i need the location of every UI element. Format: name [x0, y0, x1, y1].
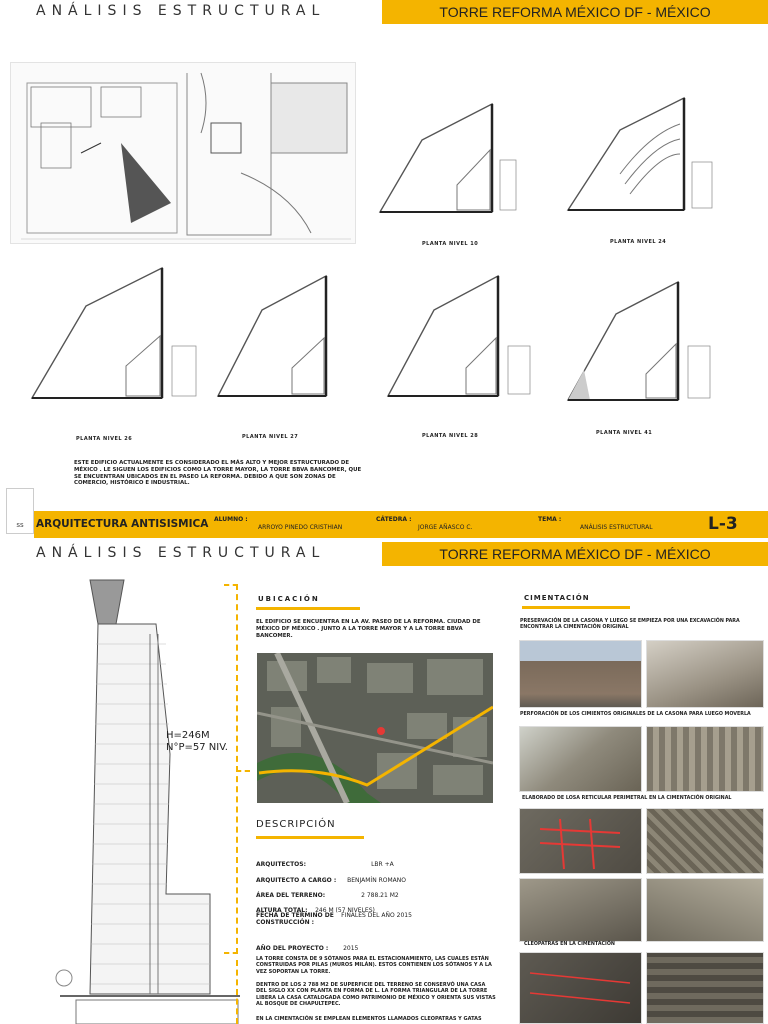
- cim-caption-2: PERFORACIÓN DE LOS CIMIENTOS ORIGINALES DE LA CASONA PARA LUEGO MOVERLA: [520, 712, 751, 717]
- ubicacion-text: EL EDIFICIO SE ENCUENTRA EN LA AV. PASEO DE LA REFORMA. CIUDAD DE MÉXICO DF MÉXICO . JUNTO A LA TORRE MAYOR Y A LA TORRE BBVA BANCOMER.: [256, 619, 481, 639]
- basement-dimension-line: [236, 960, 238, 1024]
- detail-row-fecha: [256, 912, 492, 931]
- detail-value: BENJAMÍN ROMANO: [347, 877, 406, 884]
- detail-label: ARQUITECTO A CARGO :: [256, 877, 337, 884]
- sheet2-header-left: ANÁLISIS ESTRUCTURAL: [36, 545, 326, 561]
- detail-value: 2 788.21 M2: [361, 892, 399, 899]
- photo-losa-4: [646, 878, 764, 942]
- height-dimension-line: [236, 584, 238, 954]
- sheet1-footer-logo: ss: [6, 488, 34, 534]
- ubicacion-underline: [256, 607, 360, 610]
- tower-section-drawing: [50, 574, 250, 1024]
- photo-losa-3: [519, 878, 642, 942]
- dim-tick-top: [224, 584, 238, 586]
- plan-nivel-26: [26, 266, 222, 416]
- note-casona: DENTRO DE LOS 2 788 M2 DE SUPERFICIE DEL TERRENO SE CONSERVÓ UNA CASA DEL SIGLO XX CON PLANTA EN FORMA DE L. LA FORMA TRIANGULAR DE LA TORRE LIBERA LA CASA CATALOGADA COMO PATRIMONIO DE MÉXICO Y ORIENTA SUS VISTAS AL BOSQUE DE CHAPULTEPEC.: [256, 982, 496, 1007]
- footer-tema-label: TEMA :: [538, 516, 562, 523]
- levels-label: N°P=57 NIV.: [166, 742, 228, 753]
- photo-cleopatras-1: [519, 952, 642, 1024]
- cim-caption-1: PRESERVACIÓN DE LA CASONA Y LUEGO SE EMPIEZA POR UNA EXCAVACIÓN PARA ENCONTRAR LA CIMENTACIÓN ORIGINAL: [520, 619, 740, 630]
- plan-nivel-24: [560, 94, 730, 224]
- caption-planta-nivel-24: PLANTA NIVEL 24: [610, 239, 667, 245]
- footer-course: ARQUITECTURA ANTISISMICA: [36, 518, 209, 530]
- caption-planta-nivel-41: PLANTA NIVEL 41: [596, 430, 653, 436]
- sheet2-header-right: TORRE REFORMA MÉXICO DF - MÉXICO: [382, 542, 768, 566]
- location-map: [257, 653, 493, 803]
- cim-caption-4: CLEOPATRAS EN LA CIMENTACIÓN: [524, 942, 615, 947]
- cimentacion-underline: [522, 606, 630, 609]
- note-sotanos: LA TORRE CONSTA DE 9 SÓTANOS PARA EL ESTACIONAMIENTO, LAS CUALES ESTÁN CONSTRUIDAS POR PILAS (MUROS MILÁN). ESTOS CONTIENEN LOS SÓTANOS Y A LA VEZ SOPORTAN LA TORRE.: [256, 956, 492, 975]
- photo-losa-2: [646, 808, 764, 874]
- footer-alumno-label: ALUMNO :: [214, 516, 248, 523]
- note-cimentacion: EN LA CIMENTACIÓN SE EMPLEAN ELEMENTOS LLAMADOS CLEOPATRAS Y GATAS: [256, 1016, 482, 1022]
- caption-planta-nivel-27: PLANTA NIVEL 27: [242, 434, 299, 440]
- caption-planta-nivel-28: PLANTA NIVEL 28: [422, 433, 479, 439]
- descripcion-underline: [256, 836, 364, 839]
- detail-label: ÁREA DEL TERRENO:: [256, 892, 326, 899]
- detail-value: 2015: [343, 945, 359, 952]
- dim-tick-mid: [236, 770, 250, 772]
- detail-label: ALTURA TOTAL:: [256, 907, 308, 914]
- caption-planta-nivel-10: PLANTA NIVEL 10: [422, 241, 479, 247]
- detail-label: AÑO DEL PROYECTO :: [256, 945, 329, 952]
- plan-nivel-28: [382, 272, 552, 408]
- sheet1-header-right: TORRE REFORMA MÉXICO DF - MÉXICO: [382, 0, 768, 24]
- detail-value: FINALES DEL AÑO 2015: [341, 912, 412, 919]
- detail-row-anio: [256, 935, 492, 954]
- cim-caption-3: ELABORADO DE LOSA RETICULAR PERIMETRAL EN LA CIMENTACIÓN ORIGINAL: [522, 796, 732, 801]
- sheet-2: [0, 540, 768, 1024]
- sheet1-description: ESTE EDIFICIO ACTUALMENTE ES CONSIDERADO EL MÁS ALTO Y MEJOR ESTRUCTURADO DE MÉXICO . LE SIGUEN LOS EDIFICIOS COMO LA TORRE MAYOR, LA TORRE BBVA BANCOMER, QUE SE ENCUENTRAN UBICADOS EN EL PASEO LA REFORMA. DEBIDO A QUE SON ZONAS DE COMERCIO, HISTÓRICO E INDUSTRIAL.: [74, 460, 362, 487]
- footer-tema-value: ANÁLISIS ESTRUCTURAL: [580, 524, 653, 531]
- plan-nivel-10: [372, 100, 522, 230]
- ground-floor-plan: [10, 62, 356, 244]
- height-label: H=246M: [166, 730, 210, 741]
- footer-catedra-label: CÁTEDRA :: [376, 516, 412, 523]
- ubicacion-title: UBICACIÓN: [258, 595, 320, 603]
- photo-perforacion-1: [519, 726, 642, 792]
- caption-planta-nivel-26: PLANTA NIVEL 26: [76, 436, 133, 442]
- detail-value: 246 M (57 NIVELES): [315, 907, 375, 914]
- photo-excavacion: [646, 640, 764, 708]
- footer-sheet-code: L-3: [708, 514, 738, 534]
- photo-losa-1: [519, 808, 642, 874]
- cimentacion-title: CIMENTACIÓN: [524, 594, 590, 602]
- detail-value: LBR +A: [371, 861, 394, 868]
- dim-tick-bottom: [224, 952, 238, 954]
- detail-label: ARQUITECTOS:: [256, 861, 306, 868]
- footer-catedra-value: JORGE AÑASCO C.: [418, 524, 473, 531]
- footer-alumno-value: ARROYO PINEDO CRISTHIAN: [258, 524, 343, 531]
- plan-nivel-41: [560, 280, 732, 412]
- photo-casona: [519, 640, 642, 708]
- plan-nivel-27: [212, 272, 366, 408]
- photo-perforacion-2: [646, 726, 764, 792]
- detail-label: FECHA DE TÉRMINO DE CONSTRUCCIÓN :: [256, 912, 334, 926]
- descripcion-title: DESCRIPCIÓN: [256, 819, 336, 830]
- photo-cleopatras-2: [646, 952, 764, 1024]
- sheet1-header-left: ANÁLISIS ESTRUCTURAL: [36, 3, 326, 19]
